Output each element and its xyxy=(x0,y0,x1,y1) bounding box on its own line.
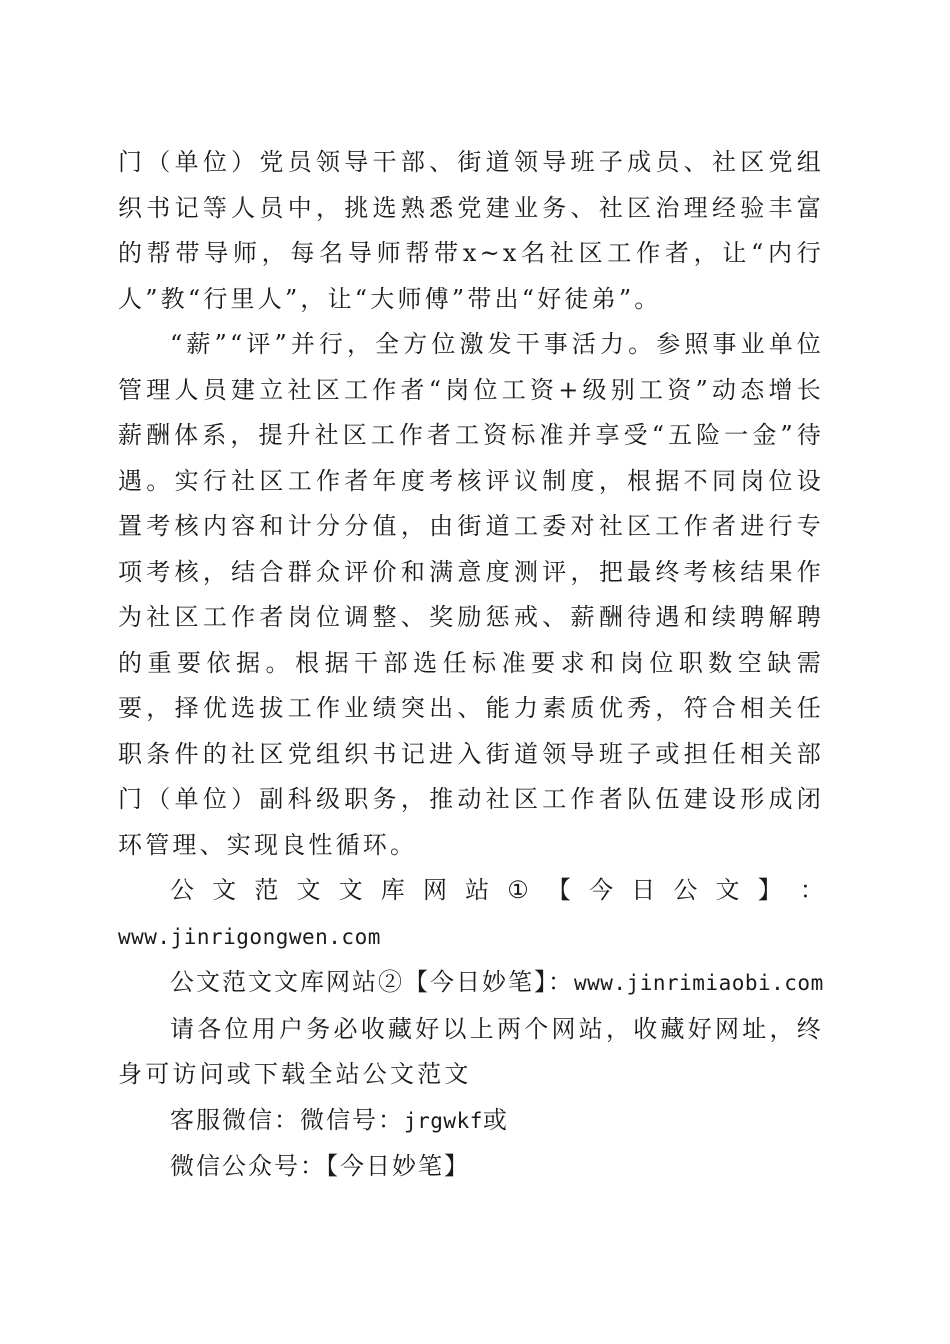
wechat-id: jrgwkf xyxy=(404,1108,483,1133)
site2-line xyxy=(118,960,824,1007)
site2-label: 公文范文文库网站②【今日妙笔】： xyxy=(170,968,574,996)
official-account-line: 微信公众号：【今日妙笔】 xyxy=(170,1152,470,1180)
paragraph-salary-evaluation: “薪”“评”并行，全方位激发干事活力。参照事业单位管理人员建立社区工作者“岗位工资+级别工资”动态增长薪酬体系，提升社区工作者工资标准并享受“五险一金”待遇。实行社区工作者年度考核评议制度，根据不同岗位设置考核内容和计分分值，由街道工委对社区工作者进行专项考核，结合群众评价和满意度测评，把最终考核结果作为社区工作者岗位调整、奖励惩戒、薪酬待遇和续聘解聘的重要依据。根据干部选任标准要求和岗位职数空缺需要，择优选拔工作业绩突出、能力素质优秀，符合相关任职条件的社区党组织书记进入街道领导班子或担任相关部门（单位）副科级职务，推动社区工作者队伍建设形成闭环管理、实现良性循环。 xyxy=(118,330,824,859)
service-suffix: 或 xyxy=(482,1105,509,1134)
site1-url-line xyxy=(118,914,824,961)
customer-service-line xyxy=(118,1098,824,1145)
site1-url[interactable]: www.jinrigongwen.com xyxy=(118,924,381,949)
site2-url[interactable]: www.jinrimiaobi.com xyxy=(574,971,824,995)
document-page xyxy=(118,140,824,1190)
service-label: 客服微信：微信号： xyxy=(170,1105,404,1134)
site1-label-line: 公 文 范 文 文 库 网 站 ① 【 今 日 公 文 】 ： xyxy=(170,876,824,904)
paragraph-continued: 门（单位）党员领导干部、街道领导班子成员、社区党组织书记等人员中，挑选熟悉党建业务、社区治理经验丰富的帮带导师，每名导师帮带x~x名社区工作者，让“内行人”教“行里人”，让“大师傅”带出“好徒弟”。 xyxy=(118,148,824,313)
bookmark-notice: 请各位用户务必收藏好以上两个网站，收藏好网址，终身可访问或下载全站公文范文 xyxy=(118,1014,824,1088)
